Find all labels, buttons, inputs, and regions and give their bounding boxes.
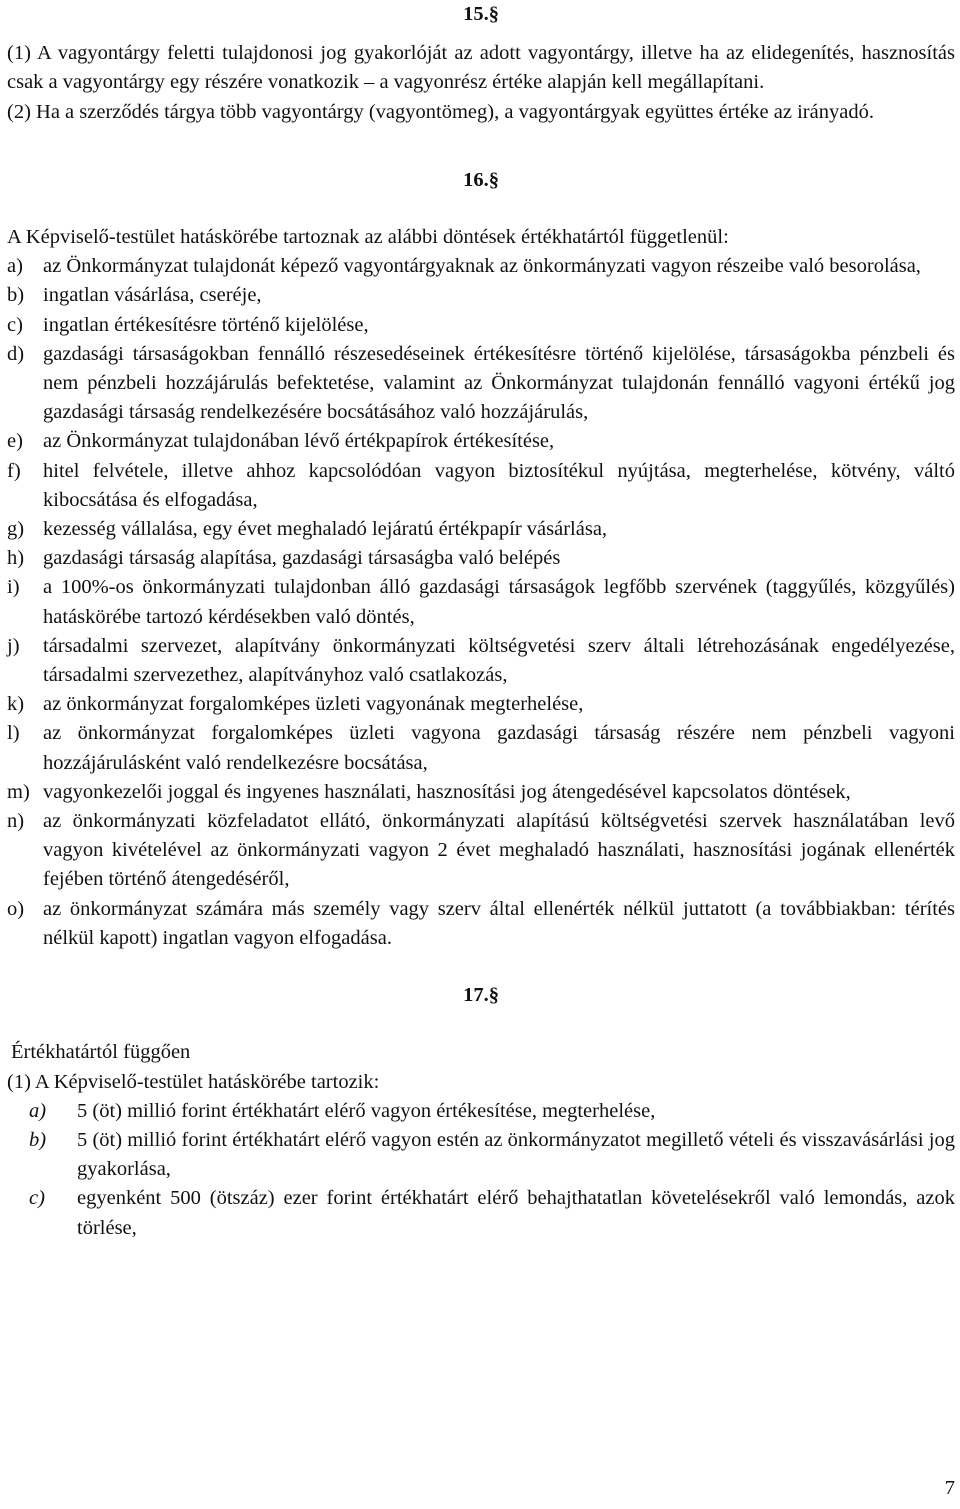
list-item <box>7 252 955 281</box>
section-15-heading: 15.§ <box>463 3 499 25</box>
section-17-heading: 17.§ <box>463 984 499 1007</box>
section-17-subtitle: Értékhatártól függően <box>11 1041 191 1064</box>
section-17-intro: (1) A Képviselő-testület hatáskörébe tartozik: <box>7 1070 380 1093</box>
list-marker: g) <box>7 518 25 541</box>
list-item <box>7 1126 955 1184</box>
list-item <box>7 807 955 895</box>
list-item-text: egyenként 500 (ötszáz) ezer forint értékhatárt elérő behajthatatlan követelésekről való lemondás, azok törlése, <box>77 1187 955 1239</box>
list-item-text: az önkormányzat forgalomképes üzleti vagyonának megterhelése, <box>43 693 584 716</box>
list-item-text: 5 (öt) millió forint értékhatárt elérő vagyon estén az önkormányzatot megillető vételi és visszavásárlási jog gyakorlása, <box>77 1128 955 1181</box>
list-marker: i) <box>7 576 20 599</box>
list-marker: b) <box>29 1128 47 1151</box>
list-marker: a) <box>29 1099 47 1122</box>
list-item-text: gazdasági társaság alapítása, gazdasági társaságba való belépés <box>43 547 561 570</box>
page-number: 7 <box>944 1477 955 1499</box>
list-item <box>7 1184 955 1242</box>
list-item-text: kezesség vállalása, egy évet meghaladó lejáratú értékpapír vásárlása, <box>43 518 608 541</box>
list-item <box>7 1097 955 1126</box>
list-item-text: az Önkormányzat tulajdonában lévő értékpapírok értékesítése, <box>43 430 555 453</box>
list-marker: c) <box>7 313 23 336</box>
list-item-text: a 100%-os önkormányzati tulajdonban álló gazdasági társaságok legfőbb szervének (taggyűlés, közgyűlés) hatáskörébe tartozó kérdésekben való döntés, <box>43 576 955 628</box>
list-item-text: ingatlan értékesítésre történő kijelölése, <box>43 313 369 336</box>
list-marker: f) <box>7 459 21 482</box>
list-item <box>7 895 955 953</box>
section-17-list <box>7 1097 955 1243</box>
list-item <box>7 544 955 573</box>
list-marker: b) <box>7 284 25 307</box>
document-page <box>7 0 955 1243</box>
list-item-text: az önkormányzati közfeladatot ellátó, önkormányzati alapítású költségvetési szervek használatában levő vagyon kivételével az önkormányzati vagyon 2 évet meghaladó használati, hasznosítási jogának ellenérték fejében történő átengedéséről, <box>43 810 955 891</box>
section-16-intro: A Képviselő-testület hatáskörébe tartoznak az alábbi döntések értékhatártól függetlenül: <box>7 226 729 249</box>
list-item <box>7 281 955 310</box>
list-item-text: az önkormányzat számára más személy vagy szerv által ellenérték nélkül juttatott (a továbbiakban: térítés nélkül kapott) ingatlan vagyon elfogadása. <box>43 897 955 949</box>
list-item <box>7 515 955 544</box>
list-marker: j) <box>7 634 20 657</box>
list-item-text: ingatlan vásárlása, cseréje, <box>43 284 262 307</box>
list-item <box>7 340 955 428</box>
list-marker: d) <box>7 342 25 365</box>
list-item-text: hitel felvétele, illetve ahhoz kapcsolódóan vagyon biztosítékul nyújtása, megterhelése, kötvény, váltó kibocsátása és elfogadása, <box>43 459 955 511</box>
list-marker: e) <box>7 430 23 453</box>
list-item-text: 5 (öt) millió forint értékhatárt elérő vagyon értékesítése, megterhelése, <box>77 1099 656 1122</box>
list-marker: o) <box>7 897 25 920</box>
section-15-para-1: (1) A vagyontárgy feletti tulajdonosi jog gyakorlóját az adott vagyontárgy, illetve ha az elidegenítés, hasznosítás csak a vagyontárgy egy részére vonatkozik – a vagyonrész értéke alapján kell megállapítani. <box>7 42 955 94</box>
list-item-text: gazdasági társaságokban fennálló részesedéseinek értékesítésre történő kijelölése, társaságokba pénzbeli és nem pénzbeli hozzájárulás befektetése, valamint az Önkormányzat tulajdonán fennálló vagyoni értékű jog gazdasági társaság rendelkezésére bocsátásához való hozzájárulás, <box>43 342 955 424</box>
list-item <box>7 311 955 340</box>
list-item <box>7 778 955 807</box>
list-marker: m) <box>7 780 30 803</box>
list-item-text: az önkormányzat forgalomképes üzleti vagyona gazdasági társaság részére nem pénzbeli vagyoni hozzájárulásként való rendelkezésre bocsátása, <box>43 722 955 774</box>
list-item-text: vagyonkezelői joggal és ingyenes használati, hasznosítási jog átengedésével kapcsolatos döntések, <box>43 780 851 803</box>
list-item <box>7 690 955 719</box>
list-item-text: társadalmi szervezet, alapítvány önkormányzati költségvetési szerv általi létrehozásának engedélyezése, társadalmi szervezethez, alapítványhoz való csatlakozás, <box>43 634 955 687</box>
list-marker: h) <box>7 547 25 570</box>
list-item <box>7 632 955 690</box>
section-16-list <box>7 252 955 953</box>
section-16-heading: 16.§ <box>463 168 499 191</box>
list-marker: l) <box>7 722 20 745</box>
list-item <box>7 427 955 456</box>
list-item <box>7 573 955 631</box>
list-item <box>7 457 955 515</box>
list-marker: c) <box>29 1187 45 1210</box>
list-marker: n) <box>7 810 25 833</box>
list-marker: a) <box>7 255 23 278</box>
list-item-text: az Önkormányzat tulajdonát képező vagyontárgyaknak az önkormányzati vagyon részeibe való besorolása, <box>43 255 921 278</box>
list-item <box>7 719 955 777</box>
list-marker: k) <box>7 693 25 716</box>
section-15-para-2: (2) Ha a szerződés tárgya több vagyontárgy (vagyontömeg), a vagyontárgyak együttes értéke az irányadó. <box>7 100 874 123</box>
